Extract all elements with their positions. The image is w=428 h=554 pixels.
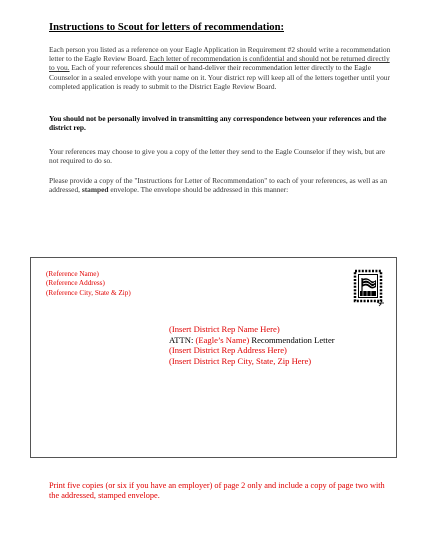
return-city: (Reference City, State & Zip) xyxy=(46,288,131,297)
page-title: Instructions to Scout for letters of recommendation: xyxy=(49,22,284,33)
recipient-city: (Insert District Rep City, State, Zip Here) xyxy=(169,355,312,366)
paragraph-text: Each person you listed as a reference on your Eagle Application in Requirement #2 should write a recommendation letter to the Eagle Review Board. xyxy=(49,45,391,64)
recipient-name: (Insert District Rep Name Here) xyxy=(169,324,280,334)
postage-stamp-flag-icon xyxy=(353,269,387,307)
return-address xyxy=(46,270,131,298)
return-name: (Reference Name) xyxy=(46,270,99,278)
attn-eagle-name: (Eagle’s Name) xyxy=(195,334,250,345)
print-instructions: Print five copies (or six if you have an employer) of page 2 only and include a copy of page two with the addressed, stamped envelope. xyxy=(49,481,385,501)
paragraph-text: Each of your references should mail or hand-deliver their recommendation letter directly to the Eagle Counselor in a sealed envelope with your name on it. Your district rep will keep all of the letters together until your completed application is ready to submit to the District Eagle Review Board. xyxy=(49,63,390,91)
recipient-street: (Insert District Rep Address Here) xyxy=(169,345,287,356)
envelope-diagram xyxy=(30,257,397,458)
paragraph-copy-option: Your references may choose to give you a copy of the letter they send to the Eagle Counselor if they wish, but are not required to do so. xyxy=(49,147,386,166)
return-street: (Reference Address) xyxy=(46,279,105,288)
paragraph-text: envelope. The envelope should be addressed in this manner: xyxy=(108,185,289,195)
stamped-emphasis: stamped xyxy=(81,185,109,195)
attn-suffix: Recommendation Letter xyxy=(249,334,335,345)
paragraph-warning: You should not be personally involved in transmitting any correspondence between your references and the district rep. xyxy=(49,114,387,133)
recipient-address xyxy=(169,324,335,366)
attn-prefix: ATTN: xyxy=(169,334,196,345)
recipient-attn xyxy=(169,335,335,346)
confidential-note: Each letter of recommendation is confidential and should not be returned directly to you. xyxy=(49,54,390,73)
paragraph-references xyxy=(49,45,394,91)
paragraph-text: Please provide a copy of the "Instructions for Letter of Recommendation" to each of your references, as well as an addressed, xyxy=(49,176,388,195)
paragraph-envelope-instructions xyxy=(49,176,394,194)
